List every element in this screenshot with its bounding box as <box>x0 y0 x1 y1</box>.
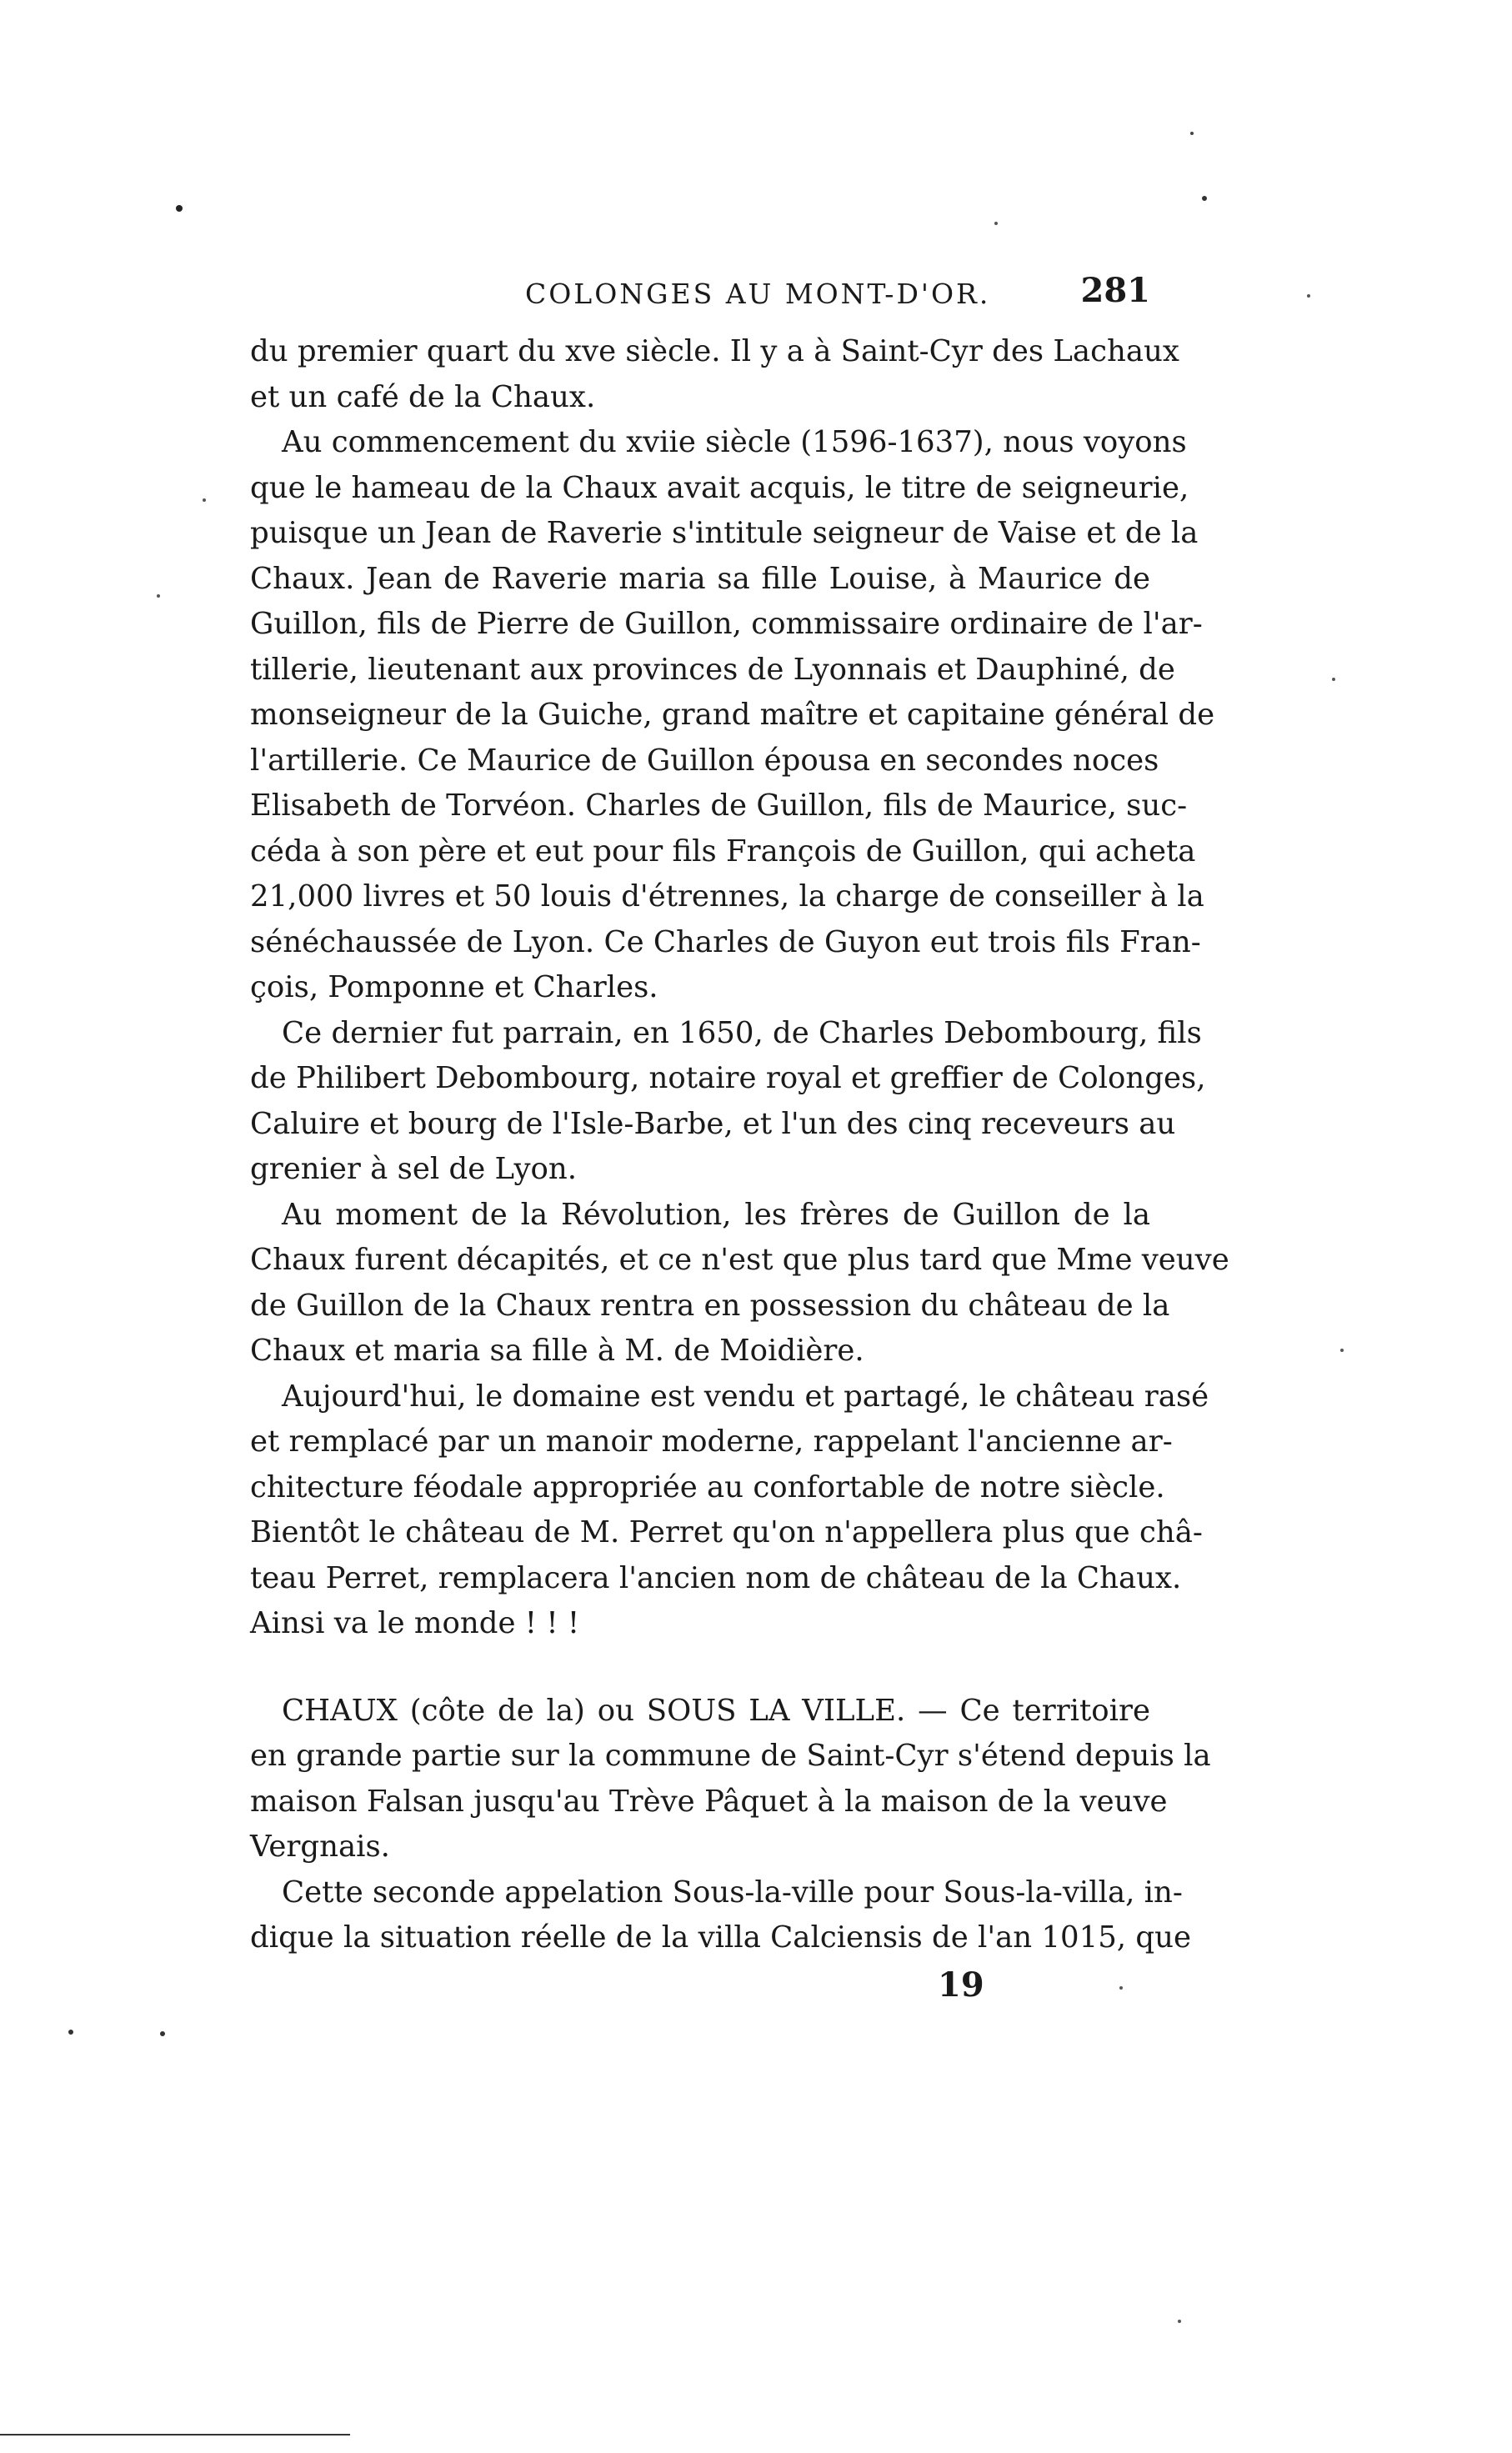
text-line: de Philibert Debombourg, notaire royal et greffier de Colonges, <box>250 1061 1206 1095</box>
text-line: Caluire et bourg de l'Isle-Barbe, et l'un des cinq receveurs au <box>250 1106 1176 1141</box>
text-line: çois, Pomponne et Charles. <box>250 970 658 1004</box>
text-line: Chaux. Jean de Raverie maria sa fille Louise, à Maurice de <box>250 561 1150 596</box>
text-line: monseigneur de la Guiche, grand maître et capitaine général de <box>250 698 1215 732</box>
running-title: COLONGES AU MONT-D'OR. <box>525 278 991 310</box>
text-line: teau Perret, remplacera l'ancien nom de château de la Chaux. <box>250 1560 1182 1595</box>
text-line: et remplacé par un manoir moderne, rappelant l'ancienne ar- <box>250 1424 1173 1459</box>
text-line: Au moment de la Révolution, les frères de Guillon de la <box>282 1197 1150 1232</box>
text-line: en grande partie sur la commune de Saint-Cyr s'étend depuis la <box>250 1739 1211 1773</box>
bottom-rule <box>0 2434 350 2435</box>
text-line: Chaux et maria sa fille à M. de Moidière. <box>250 1334 864 1368</box>
text-line: Chaux furent décapités, et ce n'est que plus tard que Mme veuve <box>250 1243 1229 1277</box>
text-line: l'artillerie. Ce Maurice de Guillon épousa en secondes noces <box>250 743 1159 778</box>
text-line: et un café de la Chaux. <box>250 379 596 414</box>
text-line: tillerie, lieutenant aux provinces de Lyonnais et Dauphiné, de <box>250 652 1175 687</box>
text-line: Ainsi va le monde ! ! ! <box>250 1606 580 1640</box>
text-line: céda à son père et eut pour fils François de Guillon, qui acheta <box>250 834 1196 869</box>
page-number: 281 <box>1080 271 1150 310</box>
text-line: du premier quart du xve siècle. Il y a à Saint-Cyr des Lachaux <box>250 334 1179 368</box>
text-line: Guillon, fils de Pierre de Guillon, commissaire ordinaire de l'ar- <box>250 607 1203 641</box>
text-line: dique la situation réelle de la villa Calciensis de l'an 1015, que <box>250 1920 1191 1955</box>
signature-mark: 19 <box>938 1965 984 2005</box>
text-line: 21,000 livres et 50 louis d'étrennes, la charge de conseiller à la <box>250 879 1204 914</box>
text-line: chitecture féodale appropriée au confortable de notre siècle. <box>250 1469 1165 1504</box>
text-line: puisque un Jean de Raverie s'intitule seigneur de Vaise et de la <box>250 516 1199 550</box>
text-line: Elisabeth de Torvéon. Charles de Guillon, fils de Maurice, suc- <box>250 788 1188 823</box>
text-line: de Guillon de la Chaux rentra en possession du château de la <box>250 1288 1170 1323</box>
text-line: Bientôt le château de M. Perret qu'on n'appellera plus que châ- <box>250 1515 1203 1549</box>
text-line: sénéchaussée de Lyon. Ce Charles de Guyon eut trois fils Fran- <box>250 924 1201 959</box>
text-line: Aujourd'hui, le domaine est vendu et partagé, le château rasé <box>282 1379 1209 1414</box>
text-line: maison Falsan jusqu'au Trève Pâquet à la maison de la veuve <box>250 1784 1168 1819</box>
text-line: que le hameau de la Chaux avait acquis, le titre de seigneurie, <box>250 470 1189 505</box>
text-line: CHAUX (côte de la) ou SOUS LA VILLE. — Ce territoire <box>282 1693 1150 1728</box>
text-line: Vergnais. <box>250 1830 390 1864</box>
text-line: Ce dernier fut parrain, en 1650, de Charles Debombourg, fils <box>282 1015 1202 1050</box>
text-line: grenier à sel de Lyon. <box>250 1152 578 1186</box>
text-line: Cette seconde appelation Sous-la-ville pour Sous-la-villa, in- <box>282 1875 1183 1910</box>
text-line: Au commencement du xviie siècle (1596-1637), nous voyons <box>282 425 1187 459</box>
